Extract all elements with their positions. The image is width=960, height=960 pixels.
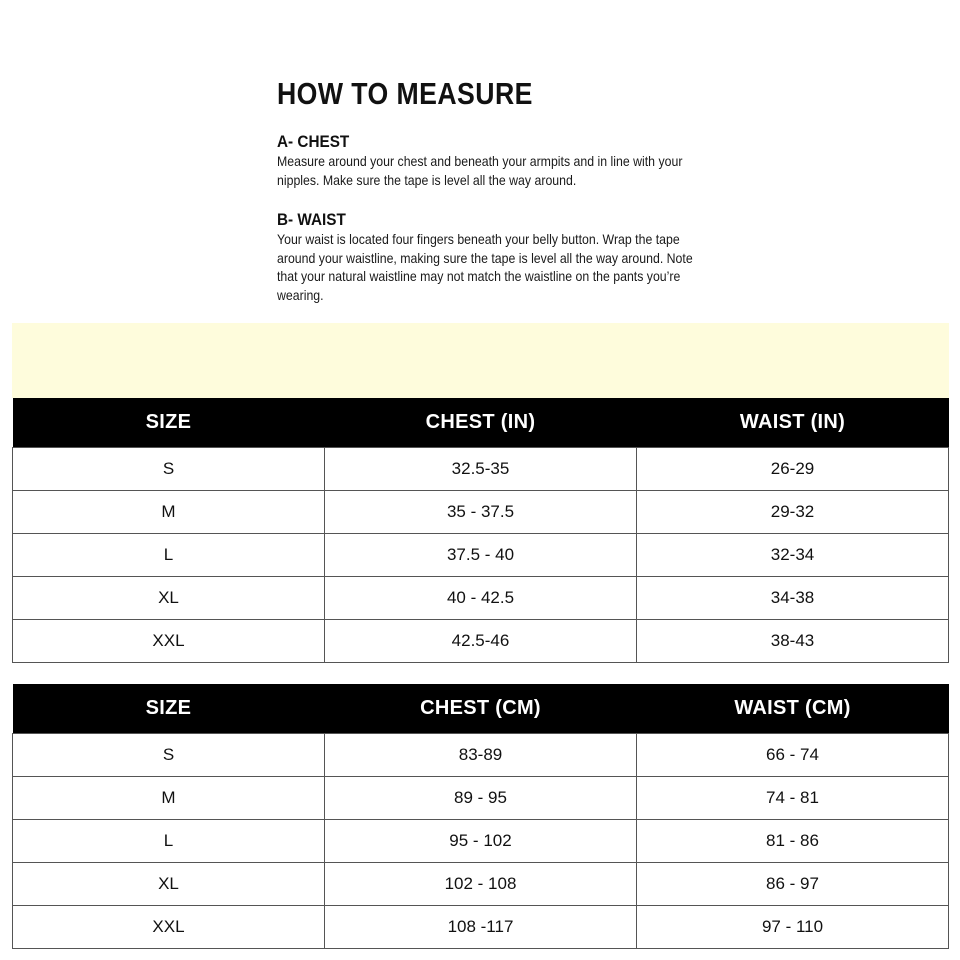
cell-chest: 40 - 42.5 xyxy=(325,577,637,620)
table-row xyxy=(13,620,949,663)
table-row xyxy=(13,534,949,577)
cell-chest: 37.5 - 40 xyxy=(325,534,637,577)
cell-size: XL xyxy=(13,863,325,906)
cell-waist: 86 - 97 xyxy=(637,863,949,906)
size-table-cm xyxy=(12,684,949,949)
highlight-band xyxy=(12,323,949,398)
cell-size: M xyxy=(13,777,325,820)
cell-size: S xyxy=(13,448,325,491)
table-row xyxy=(13,734,949,777)
table-row xyxy=(13,448,949,491)
cell-chest: 102 - 108 xyxy=(325,863,637,906)
table-row xyxy=(13,906,949,949)
header-chest: CHEST (CM) xyxy=(325,684,637,734)
cell-chest: 89 - 95 xyxy=(325,777,637,820)
header-waist: WAIST (IN) xyxy=(637,398,949,448)
cell-size: S xyxy=(13,734,325,777)
size-table-inches xyxy=(12,398,949,663)
cell-size: XL xyxy=(13,577,325,620)
table-row xyxy=(13,820,949,863)
cell-waist: 29-32 xyxy=(637,491,949,534)
intro xyxy=(277,76,717,112)
header-size: SIZE xyxy=(13,398,325,448)
cell-chest: 42.5-46 xyxy=(325,620,637,663)
cell-waist: 81 - 86 xyxy=(637,820,949,863)
cell-waist: 66 - 74 xyxy=(637,734,949,777)
chest-text: Measure around your chest and beneath your armpits and in line with your nipples. Make sure the tape is level all the way around. xyxy=(277,153,683,188)
cell-size: M xyxy=(13,491,325,534)
cell-chest: 32.5-35 xyxy=(325,448,637,491)
header-size: SIZE xyxy=(13,684,325,734)
table-row xyxy=(13,863,949,906)
table-header-row xyxy=(13,684,949,734)
page-title: HOW TO MEASURE xyxy=(277,76,533,111)
cell-waist: 74 - 81 xyxy=(637,777,949,820)
waist-title: B- WAIST xyxy=(277,210,346,229)
cell-waist: 38-43 xyxy=(637,620,949,663)
waist-text: Your waist is located four fingers beneath your belly button. Wrap the tape around your waistline, making sure the tape is level all the way around. Note that your natural waistline may not match the waistline on the pants you’re wearing. xyxy=(277,231,693,303)
cell-chest: 95 - 102 xyxy=(325,820,637,863)
table-row xyxy=(13,577,949,620)
cell-chest: 108 -117 xyxy=(325,906,637,949)
table-header-row xyxy=(13,398,949,448)
cell-chest: 83-89 xyxy=(325,734,637,777)
table-row xyxy=(13,777,949,820)
cell-size: XXL xyxy=(13,620,325,663)
waist-section xyxy=(277,210,717,304)
chest-title: A- CHEST xyxy=(277,132,350,151)
cell-size: L xyxy=(13,820,325,863)
cell-waist: 26-29 xyxy=(637,448,949,491)
cell-waist: 97 - 110 xyxy=(637,906,949,949)
cell-size: L xyxy=(13,534,325,577)
header-waist: WAIST (CM) xyxy=(637,684,949,734)
cell-waist: 32-34 xyxy=(637,534,949,577)
table-row xyxy=(13,491,949,534)
chest-section xyxy=(277,132,717,189)
cell-waist: 34-38 xyxy=(637,577,949,620)
header-chest: CHEST (IN) xyxy=(325,398,637,448)
cell-size: XXL xyxy=(13,906,325,949)
cell-chest: 35 - 37.5 xyxy=(325,491,637,534)
